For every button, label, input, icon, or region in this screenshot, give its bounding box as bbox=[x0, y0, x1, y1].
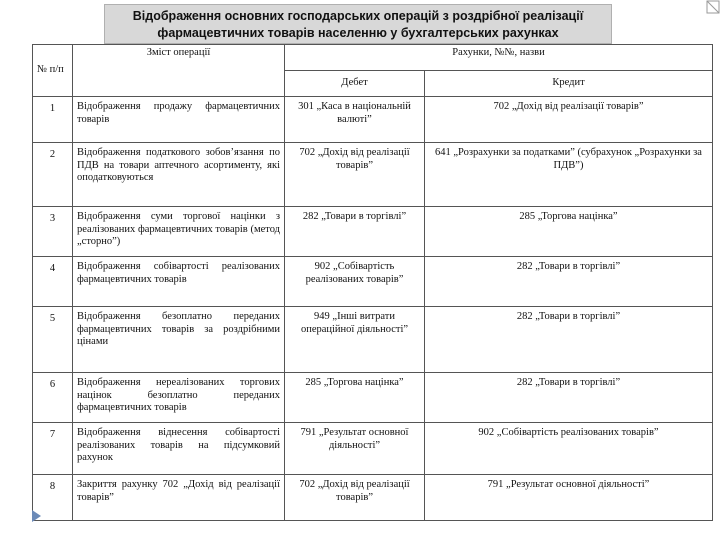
title-line-2: фармацевтичних товарів населенню у бухгалтерських рахунках bbox=[157, 26, 559, 40]
row-debit: 282 „Товари в торгівлі” bbox=[285, 207, 425, 257]
table-row bbox=[33, 423, 713, 475]
title-line-1: Відображення основних господарських операцій з роздрібної реалізації bbox=[132, 9, 584, 23]
row-num: 2 bbox=[33, 143, 73, 207]
header-credit: Кредит bbox=[425, 71, 713, 97]
header-accounts: Рахунки, №№, назви bbox=[285, 45, 713, 71]
row-operation: Відображення продажу фармацевтичних товарів bbox=[73, 97, 285, 143]
row-debit: 301 „Каса в національній валюті” bbox=[285, 97, 425, 143]
header-num: № п/п bbox=[33, 45, 73, 97]
table-row bbox=[33, 373, 713, 423]
row-debit: 285 „Торгова націнка” bbox=[285, 373, 425, 423]
row-credit: 702 „Дохід від реалізації товарів” bbox=[425, 97, 713, 143]
row-credit: 641 „Розрахунки за податками” (субрахунок „Розрахунки за ПДВ”) bbox=[425, 143, 713, 207]
row-num: 7 bbox=[33, 423, 73, 475]
table-row bbox=[33, 143, 713, 207]
row-operation: Відображення безоплатно переданих фармацевтичних товарів за роздрібними цінами bbox=[73, 307, 285, 373]
row-credit: 791 „Результат основної діяльності” bbox=[425, 475, 713, 521]
row-credit: 902 „Собівартість реалізованих товарів” bbox=[425, 423, 713, 475]
table-row bbox=[33, 257, 713, 307]
page-title bbox=[104, 4, 612, 44]
row-credit: 282 „Товари в торгівлі” bbox=[425, 257, 713, 307]
row-debit: 702 „Дохід від реалізації товарів” bbox=[285, 475, 425, 521]
row-debit: 949 „Інші витрати операційної діяльності” bbox=[285, 307, 425, 373]
row-debit: 791 „Результат основної діяльності” bbox=[285, 423, 425, 475]
table-row bbox=[33, 307, 713, 373]
row-operation: Відображення собівартості реалізованих фармацевтичних товарів bbox=[73, 257, 285, 307]
row-debit: 702 „Дохід від реалізації товарів” bbox=[285, 143, 425, 207]
row-operation: Відображення суми торгової націнки з реалізованих фармацевтичних товарів (метод „сторно”) bbox=[73, 207, 285, 257]
header-debit: Дебет bbox=[285, 71, 425, 97]
operations-table bbox=[32, 44, 713, 521]
row-credit: 285 „Торгова націнка” bbox=[425, 207, 713, 257]
row-credit: 282 „Товари в торгівлі” bbox=[425, 373, 713, 423]
row-num: 4 bbox=[33, 257, 73, 307]
row-credit: 282 „Товари в торгівлі” bbox=[425, 307, 713, 373]
row-operation: Відображення віднесення собівартості реалізованих товарів на підсумковий рахунок bbox=[73, 423, 285, 475]
row-num: 3 bbox=[33, 207, 73, 257]
row-operation: Відображення нереалізованих торгових націнок безоплатно переданих фармацевтичних товарів bbox=[73, 373, 285, 423]
row-operation: Закриття рахунку 702 „Дохід від реалізації товарів” bbox=[73, 475, 285, 521]
slide-nav-arrow-icon[interactable] bbox=[32, 510, 41, 522]
row-num: 5 bbox=[33, 307, 73, 373]
row-num: 8 bbox=[33, 475, 73, 521]
table-row bbox=[33, 207, 713, 257]
row-num: 1 bbox=[33, 97, 73, 143]
row-operation: Відображення податкового зобов’язання по ПДВ на товари аптечного асортименту, які оподатковуються bbox=[73, 143, 285, 207]
header-operation: Зміст операції bbox=[73, 45, 285, 97]
table-row bbox=[33, 97, 713, 143]
corner-mark-icon bbox=[706, 0, 720, 14]
table-row bbox=[33, 475, 713, 521]
row-num: 6 bbox=[33, 373, 73, 423]
row-debit: 902 „Собівартість реалізованих товарів” bbox=[285, 257, 425, 307]
